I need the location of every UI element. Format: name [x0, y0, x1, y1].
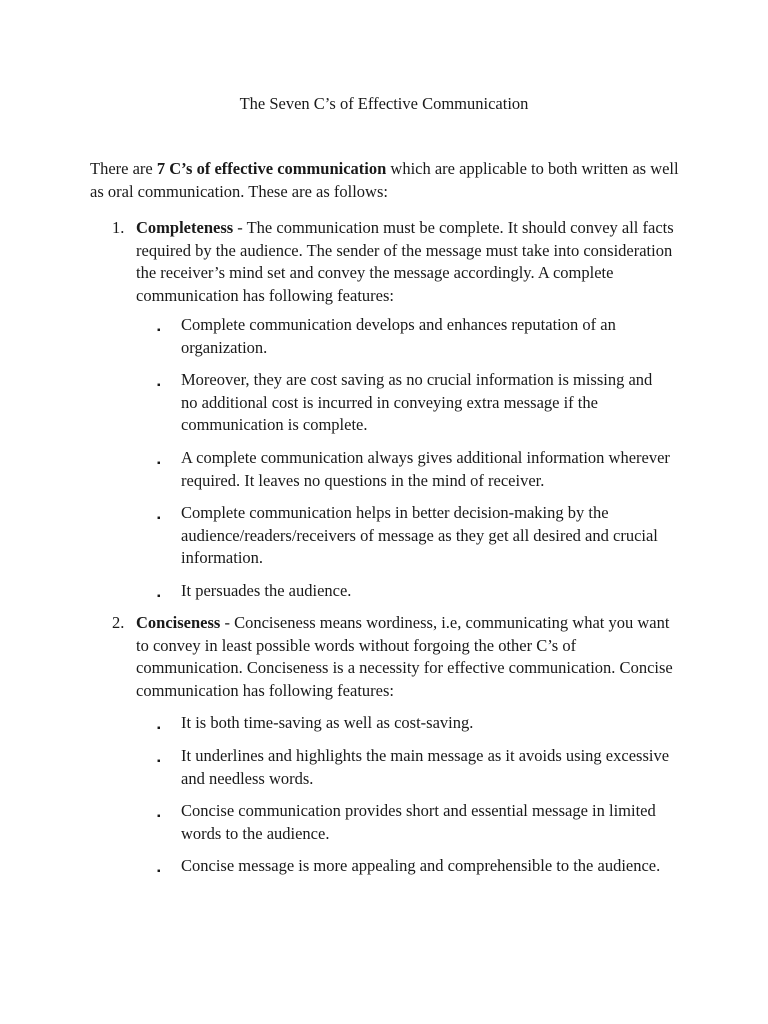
list-item-number: 2. — [112, 613, 125, 632]
bullet-item: Moreover, they are cost saving as no crucial information is missing and no additional cost is incurred in conveying extra message if the communication is complete. — [181, 370, 653, 434]
intro-suffix: which are applicable to both written as well as oral communication. These are as follows: — [90, 159, 679, 201]
bullet-item: Complete communication develops and enhances reputation of an organization. — [181, 315, 616, 357]
list-item-conciseness — [136, 612, 684, 702]
bullet-marker: ▪ — [157, 756, 161, 767]
bullet-item: It underlines and highlights the main message as it avoids using excessive and needless words. — [181, 746, 670, 788]
list-item-term: Completeness — [136, 218, 234, 237]
bullet-marker: ▪ — [157, 325, 161, 336]
list-item-completeness — [136, 217, 684, 307]
bullet-marker: ▪ — [157, 866, 161, 877]
bullet-marker: ▪ — [157, 380, 161, 391]
bullet-item: It persuades the audience. — [181, 581, 352, 600]
list-item-term: Conciseness — [136, 613, 221, 632]
bullet-marker: ▪ — [157, 723, 161, 734]
list-item-description: - The communication must be complete. It should convey all facts required by the audience. The sender of the message must take into consideration the receiver’s mind set and convey the message accordingly. A complete communication has following features: — [136, 218, 674, 305]
bullet-marker: ▪ — [157, 458, 161, 469]
intro-paragraph — [90, 158, 690, 203]
page-title: The Seven C’s of Effective Communication — [239, 94, 529, 113]
bullet-item: Concise communication provides short and essential message in limited words to the audience. — [181, 801, 656, 843]
bullet-marker: ▪ — [157, 811, 161, 822]
bullet-item: Concise message is more appealing and comprehensible to the audience. — [181, 856, 661, 875]
bullet-marker: ▪ — [157, 513, 161, 524]
list-item-description: - Conciseness means wordiness, i.e, communicating what you want to convey in least possible words without forgoing the other C’s of communication. Conciseness is a necessity for effective communication. Concise communication has following features: — [136, 613, 673, 700]
bullet-marker: ▪ — [157, 591, 161, 602]
intro-prefix: There are — [90, 159, 157, 178]
list-item-number: 1. — [112, 218, 125, 237]
bullet-item: A complete communication always gives additional information wherever required. It leaves no questions in the mind of receiver. — [181, 448, 670, 490]
bullet-item: Complete communication helps in better decision-making by the audience/readers/receivers of message as they get all desired and crucial information. — [181, 503, 658, 567]
bullet-item: It is both time-saving as well as cost-saving. — [181, 713, 474, 732]
intro-bold: 7 C’s of effective communication — [156, 159, 387, 178]
